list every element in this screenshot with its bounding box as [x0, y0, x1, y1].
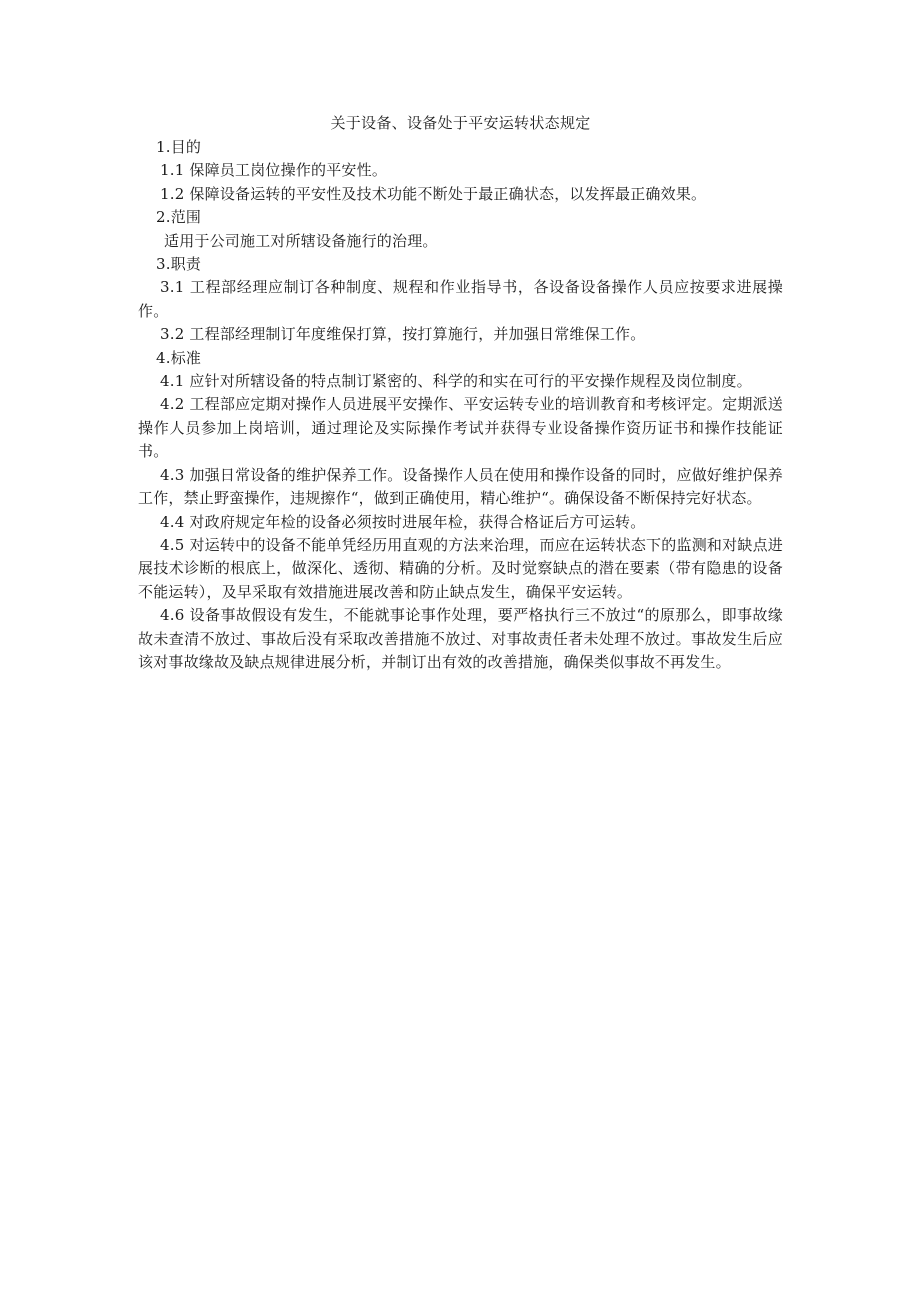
paragraph-4-2: 4.2 工程部应定期对操作人员进展平安操作、平安运转专业的培训教育和考核评定。定期派送操作人员参加上岗培训，通过理论及实际操作考试并获得专业设备操作资历证书和操作技能证书。	[138, 395, 783, 461]
paragraph-1-1: 1.1 保障员工岗位操作的平安性。	[160, 161, 388, 180]
paragraph-4-6: 4.6 设备事故假设有发生，不能就事论事作处理，要严格执行三不放过“的原那么，即事故缘故未查清不放过、事故后没有采取改善措施不放过、对事故责任者未处理不放过。事故发生后应该对事故缘故及缺点规律进展分析，并制订出有效的改善措施，确保类似事故不再发生。	[138, 606, 783, 671]
paragraph-scope: 适用于公司施工对所辖设备施行的治理。	[164, 231, 438, 250]
section-heading-standards: 4.标准	[156, 348, 202, 367]
paragraph-3-1: 3.1 工程部经理应制订各种制度、规程和作业指导书，各设备设备操作人员应按要求进展操作。	[138, 278, 783, 320]
section-heading-purpose: 1.目的	[156, 138, 202, 156]
paragraph-4-4: 4.4 对政府规定年检的设备必须按时进展年检，获得合格证后方可运转。	[160, 512, 646, 531]
section-heading-scope: 2.范围	[156, 208, 202, 227]
section-heading-responsibilities: 3.职责	[156, 255, 202, 274]
paragraph-4-5: 4.5 对运转中的设备不能单凭经历用直观的方法来治理，而应在运转状态下的监测和对缺点进展技术诊断的根底上，做深化、透彻、精确的分析。及时觉察缺点的潜在要素（带有隐患的设备不能运转），及早采取有效措施进展改善和防止缺点发生，确保平安运转。	[138, 535, 783, 601]
paragraph-4-3: 4.3 加强日常设备的维护保养工作。设备操作人员在使用和操作设备的同时，应做好维护保养工作，禁止野蛮操作，违规擦作“，做到正确使用，精心维护“。确保设备不断保持完好状态。	[138, 465, 783, 508]
paragraph-1-2: 1.2 保障设备运转的平安性及技术功能不断处于最正确状态，以发挥最正确效果。	[160, 184, 707, 203]
paragraph-4-1: 4.1 应针对所辖设备的特点制订紧密的、科学的和实在可行的平安操作规程及岗位制度。	[160, 372, 752, 391]
document-page	[138, 112, 783, 674]
document-title: 关于设备、设备处于平安运转状态规定	[330, 114, 591, 132]
paragraph-3-2: 3.2 工程部经理制订年度维保打算，按打算施行，并加强日常维保工作。	[160, 325, 646, 344]
